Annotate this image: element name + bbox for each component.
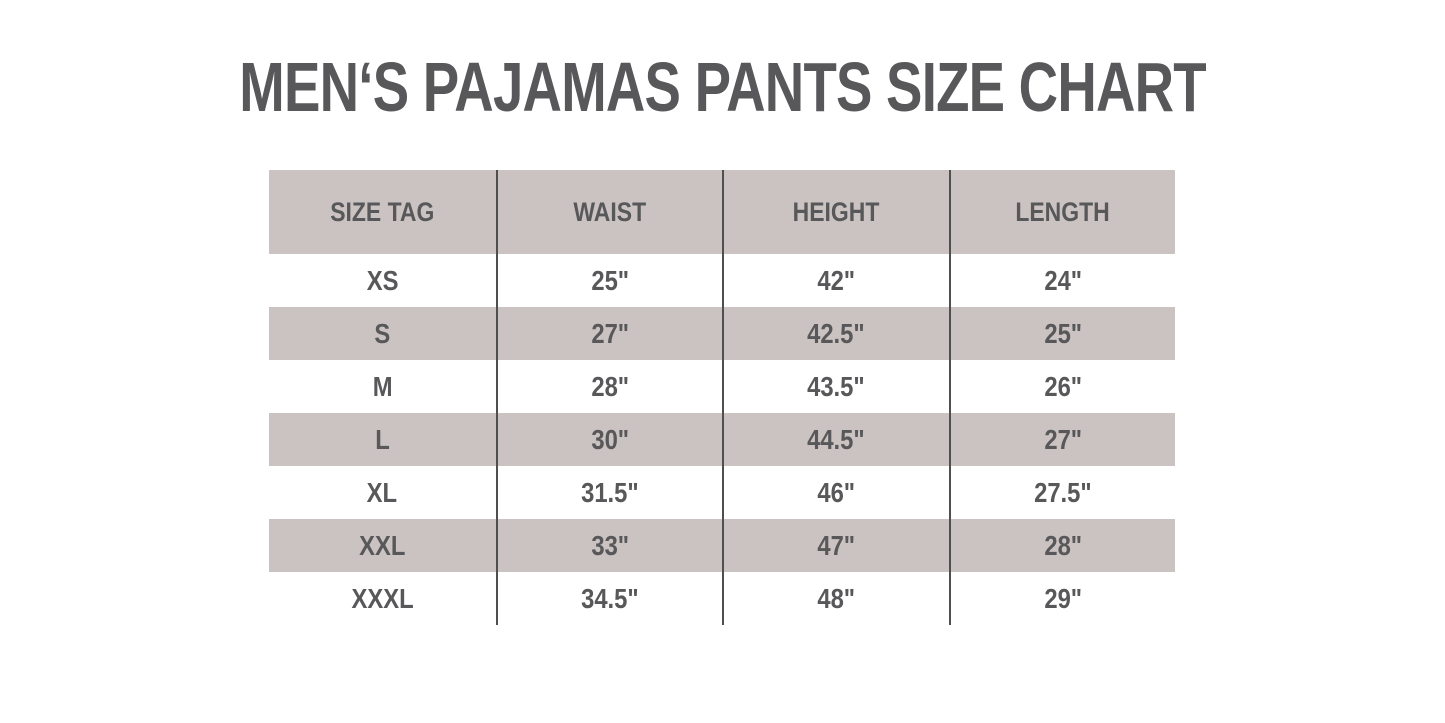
waist-value: 27": [590, 317, 629, 349]
size-tag-cell: [269, 466, 496, 519]
size-table: [269, 170, 1175, 625]
height-value: 42.5": [807, 317, 866, 349]
height-value: 43.5": [807, 370, 866, 402]
height-value: 44.5": [807, 423, 866, 455]
height-cell: [722, 413, 949, 466]
length-value: 28": [1043, 529, 1082, 561]
table-header-row: [269, 170, 1175, 254]
height-cell: [722, 360, 949, 413]
size-tag-cell: [269, 519, 496, 572]
size-tag-cell: [269, 413, 496, 466]
table-row: [269, 360, 1175, 413]
size-tag-value: XXL: [359, 529, 406, 561]
height-cell: [722, 307, 949, 360]
size-tag-value: S: [374, 317, 391, 349]
waist-cell: [496, 572, 723, 625]
waist-cell: [496, 360, 723, 413]
header-label-waist: WAIST: [573, 196, 647, 227]
length-value: 25": [1043, 317, 1082, 349]
waist-cell: [496, 519, 723, 572]
height-cell: [722, 466, 949, 519]
table-row: [269, 413, 1175, 466]
header-label-length: LENGTH: [1015, 196, 1110, 227]
size-tag-value: XXXL: [351, 582, 414, 614]
waist-value: 34.5": [580, 582, 639, 614]
header-label-size-tag: SIZE TAG: [330, 196, 435, 227]
table-row: [269, 519, 1175, 572]
length-cell: [949, 519, 1176, 572]
header-cell-length: [949, 170, 1176, 254]
waist-cell: [496, 413, 723, 466]
height-value: 48": [817, 582, 856, 614]
size-tag-value: XL: [367, 476, 398, 508]
header-cell-size-tag: [269, 170, 496, 254]
size-tag-cell: [269, 307, 496, 360]
height-value: 46": [817, 476, 856, 508]
length-value: 26": [1043, 370, 1082, 402]
waist-value: 31.5": [580, 476, 639, 508]
length-cell: [949, 307, 1176, 360]
table-body: [269, 254, 1175, 625]
waist-cell: [496, 466, 723, 519]
size-tag-value: L: [374, 423, 390, 455]
length-value: 24": [1043, 264, 1082, 296]
size-tag-cell: [269, 254, 496, 307]
table-row: [269, 254, 1175, 307]
size-tag-value: M: [372, 370, 393, 402]
height-value: 47": [817, 529, 856, 561]
header-cell-waist: [496, 170, 723, 254]
waist-value: 28": [590, 370, 629, 402]
length-value: 29": [1043, 582, 1082, 614]
length-cell: [949, 413, 1176, 466]
size-tag-value: XS: [366, 264, 399, 296]
height-cell: [722, 519, 949, 572]
height-cell: [722, 572, 949, 625]
page-title: [0, 50, 1445, 124]
size-tag-cell: [269, 360, 496, 413]
waist-value: 33": [590, 529, 629, 561]
length-cell: [949, 360, 1176, 413]
length-cell: [949, 466, 1176, 519]
height-cell: [722, 254, 949, 307]
header-cell-height: [722, 170, 949, 254]
waist-value: 25": [590, 264, 629, 296]
table-row: [269, 307, 1175, 360]
size-tag-cell: [269, 572, 496, 625]
waist-value: 30": [590, 423, 629, 455]
waist-cell: [496, 254, 723, 307]
length-cell: [949, 254, 1176, 307]
table-row: [269, 572, 1175, 625]
waist-cell: [496, 307, 723, 360]
length-value: 27.5": [1033, 476, 1092, 508]
header-label-height: HEIGHT: [792, 196, 880, 227]
height-value: 42": [817, 264, 856, 296]
table-row: [269, 466, 1175, 519]
length-cell: [949, 572, 1176, 625]
page-title-text: MEN‘S PAJAMAS PANTS SIZE CHART: [239, 48, 1206, 126]
length-value: 27": [1043, 423, 1082, 455]
